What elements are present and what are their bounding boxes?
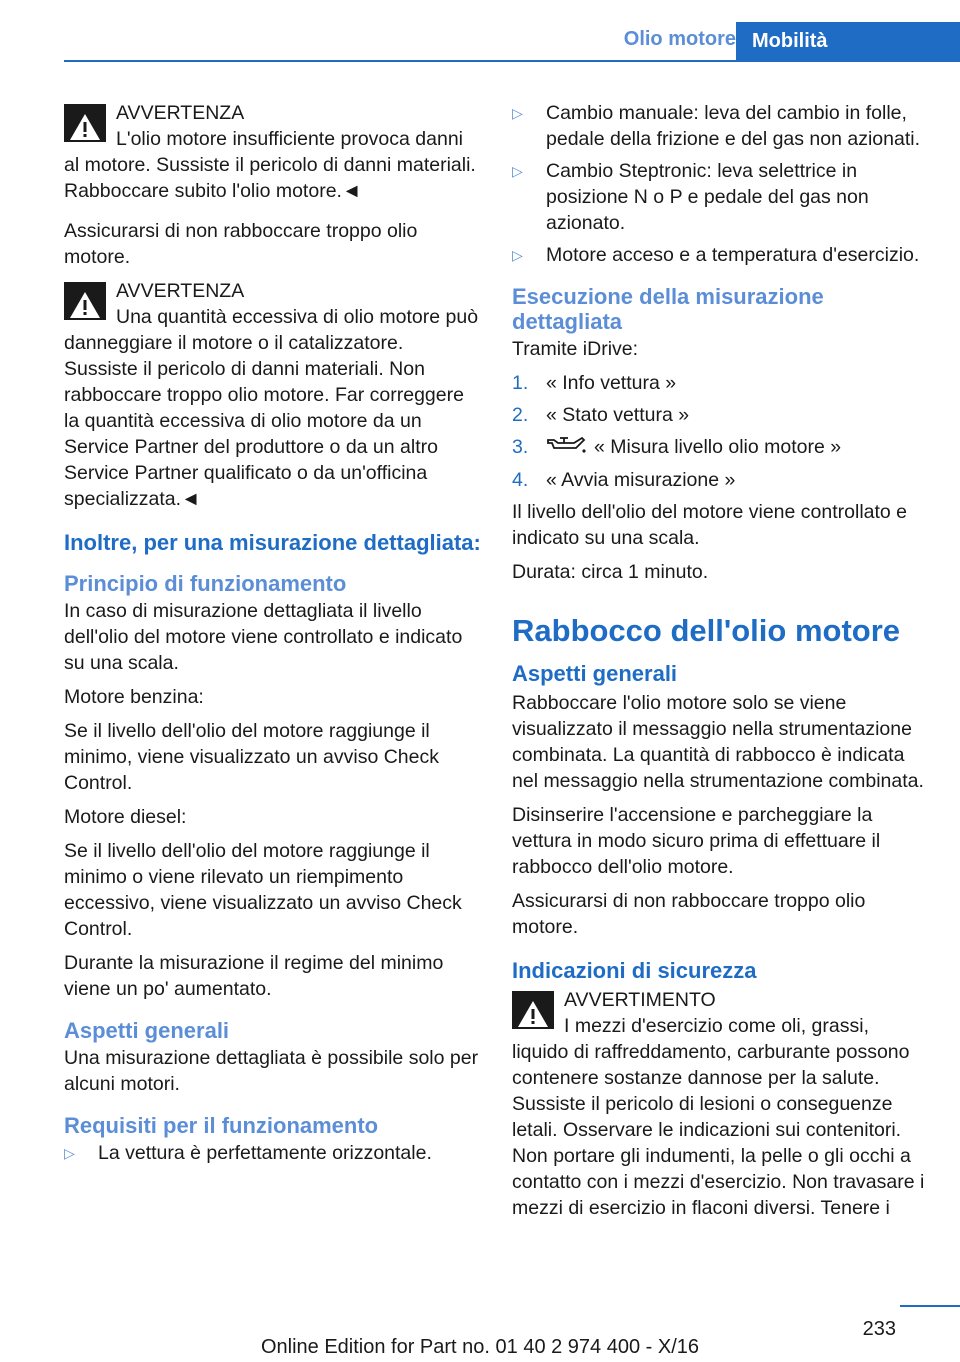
step-text: « Avvia misurazione » xyxy=(546,469,736,492)
step-number: 4. xyxy=(512,469,529,492)
list-item xyxy=(512,100,930,152)
warning-block xyxy=(64,278,482,512)
paragraph: Tramite iDrive: xyxy=(512,338,639,360)
triangle-bullet-icon: ▷ xyxy=(64,1145,75,1161)
paragraph: Il livello dell'olio del motore viene controllato e indicato su una scala. xyxy=(512,501,908,550)
paragraph: Motore benzina: xyxy=(64,686,204,708)
paragraph: Motore diesel: xyxy=(64,806,187,828)
warning-text: Una quantità eccessiva di olio motore può danneggiare il motore o il catalizzatore. Sussiste il pericolo di danni materiali. Non rabboccare troppo olio motore. Far correggere la quantità eccessiva di olio motore da un Service Partner del produttore o da un altro Service Partner qualificato o da un'officina specializzata.◄ xyxy=(64,306,479,510)
requirements-list xyxy=(512,100,930,268)
oil-can-icon xyxy=(546,434,586,461)
list-item-text: Motore acceso e a temperatura d'esercizio. xyxy=(546,244,920,266)
paragraph: Durante la misurazione il regime del minimo viene un po' aumentato. xyxy=(64,952,444,1000)
subsection-heading: Principio di funzionamento xyxy=(64,571,347,596)
step-item xyxy=(512,434,930,461)
step-number: 2. xyxy=(512,404,529,426)
list-item-text: Cambio Steptronic: leva selettrice in posizione N o P e pedale del gas non azionato. xyxy=(546,160,869,234)
paragraph: Se il livello dell'olio del motore raggiunge il minimo o viene rilevato un riempimento eccessivo, viene visualizzato un avviso Check Control. xyxy=(64,840,462,940)
warning-block xyxy=(512,987,930,1221)
triangle-bullet-icon: ▷ xyxy=(512,163,523,179)
paragraph: Assicurarsi di non rabboccare troppo olio motore. xyxy=(512,890,866,939)
warning-text: I mezzi d'esercizio come oli, grassi, liquido di raffreddamento, carburante possono contenere sostanze dannose per la salute. Sussiste il pericolo di lesioni o conseguenze letali. Osservare le indicazioni sui contenitori. Non portare gli indumenti, la pelle o gli occhi a contatto con i mezzi d'esercizio. Non travasare i mezzi di esercizio in flaconi diversi. Tenere i xyxy=(512,1015,925,1220)
edition-footer: Online Edition for Part no. 01 40 2 974 400 - X/16 xyxy=(260,1336,700,1358)
warning-block xyxy=(64,100,482,204)
warning-text: L'olio motore insufficiente provoca danni al motore. Sussiste il pericolo di danni materiali. Rabboccare subito l'olio motore.◄ xyxy=(64,128,476,202)
step-text: « Info vettura » xyxy=(546,372,677,394)
paragraph: Disinserire l'accensione e parcheggiare la vettura in modo sicuro prima di effettuare il rabbocco dell'olio motore. xyxy=(512,804,881,879)
subsection-heading: Requisiti per il funzionamento xyxy=(64,1113,379,1138)
step-item xyxy=(512,402,930,428)
list-item xyxy=(64,1140,482,1166)
step-item xyxy=(512,370,930,396)
page-number: 233 xyxy=(862,1318,896,1340)
triangle-bullet-icon: ▷ xyxy=(512,105,523,121)
requirements-list xyxy=(64,1140,482,1166)
warning-triangle-icon xyxy=(64,104,106,142)
list-item xyxy=(512,242,930,268)
subsection-heading: Aspetti generali xyxy=(64,1018,230,1043)
list-item-text: La vettura è perfettamente orizzontale. xyxy=(98,1142,432,1164)
right-column xyxy=(512,100,930,1235)
paragraph: Se il livello dell'olio del motore raggiunge il minimo, viene visualizzato un avviso Check Control. xyxy=(64,720,439,794)
step-text: « Misura livello olio motore » xyxy=(594,436,842,458)
footer-divider xyxy=(900,1305,960,1307)
step-number: 1. xyxy=(512,372,529,394)
paragraph: Durata: circa 1 minuto. xyxy=(512,561,709,584)
steps-list xyxy=(512,370,930,493)
subsection-heading: Esecuzione della misurazione dettagliata xyxy=(512,284,824,334)
page-header xyxy=(0,0,960,62)
warning-title: AVVERTENZA xyxy=(116,102,245,124)
chapter-heading: Rabbocco dell'olio motore xyxy=(512,613,901,649)
step-item xyxy=(512,467,930,493)
list-item xyxy=(512,158,930,236)
step-text: « Stato vettura » xyxy=(546,404,690,426)
warning-title: AVVERTIMENTO xyxy=(564,989,716,1012)
warning-triangle-icon xyxy=(512,991,554,1029)
section-heading: Inoltre, per una misurazione dettagliata: xyxy=(64,530,481,555)
paragraph: Una misurazione dettagliata è possibile solo per alcuni motori. xyxy=(64,1047,479,1095)
warning-triangle-icon xyxy=(64,282,106,320)
chapter-tab[interactable]: Mobilità xyxy=(736,22,960,60)
section-tab[interactable]: Olio motore xyxy=(623,28,736,50)
section-heading: Aspetti generali xyxy=(512,661,678,687)
header-divider xyxy=(64,60,960,62)
section-heading: Indicazioni di sicurezza xyxy=(512,958,757,984)
paragraph: Assicurarsi di non rabboccare troppo olio motore. xyxy=(64,220,418,268)
left-column xyxy=(64,100,482,1174)
triangle-bullet-icon: ▷ xyxy=(512,247,523,263)
list-item-text: Cambio manuale: leva del cambio in folle, pedale della frizione e del gas non azionati. xyxy=(546,102,921,150)
paragraph: Rabboccare l'olio motore solo se viene visualizzato il messaggio nella strumentazione combinata. La quantità di rabbocco è indicata nel messaggio nella strumentazione combinata. xyxy=(512,692,924,793)
step-number: 3. xyxy=(512,436,529,458)
warning-title: AVVERTENZA xyxy=(116,280,245,302)
paragraph: In caso di misurazione dettagliata il livello dell'olio del motore viene controllato e indicato su una scala. xyxy=(64,600,463,674)
